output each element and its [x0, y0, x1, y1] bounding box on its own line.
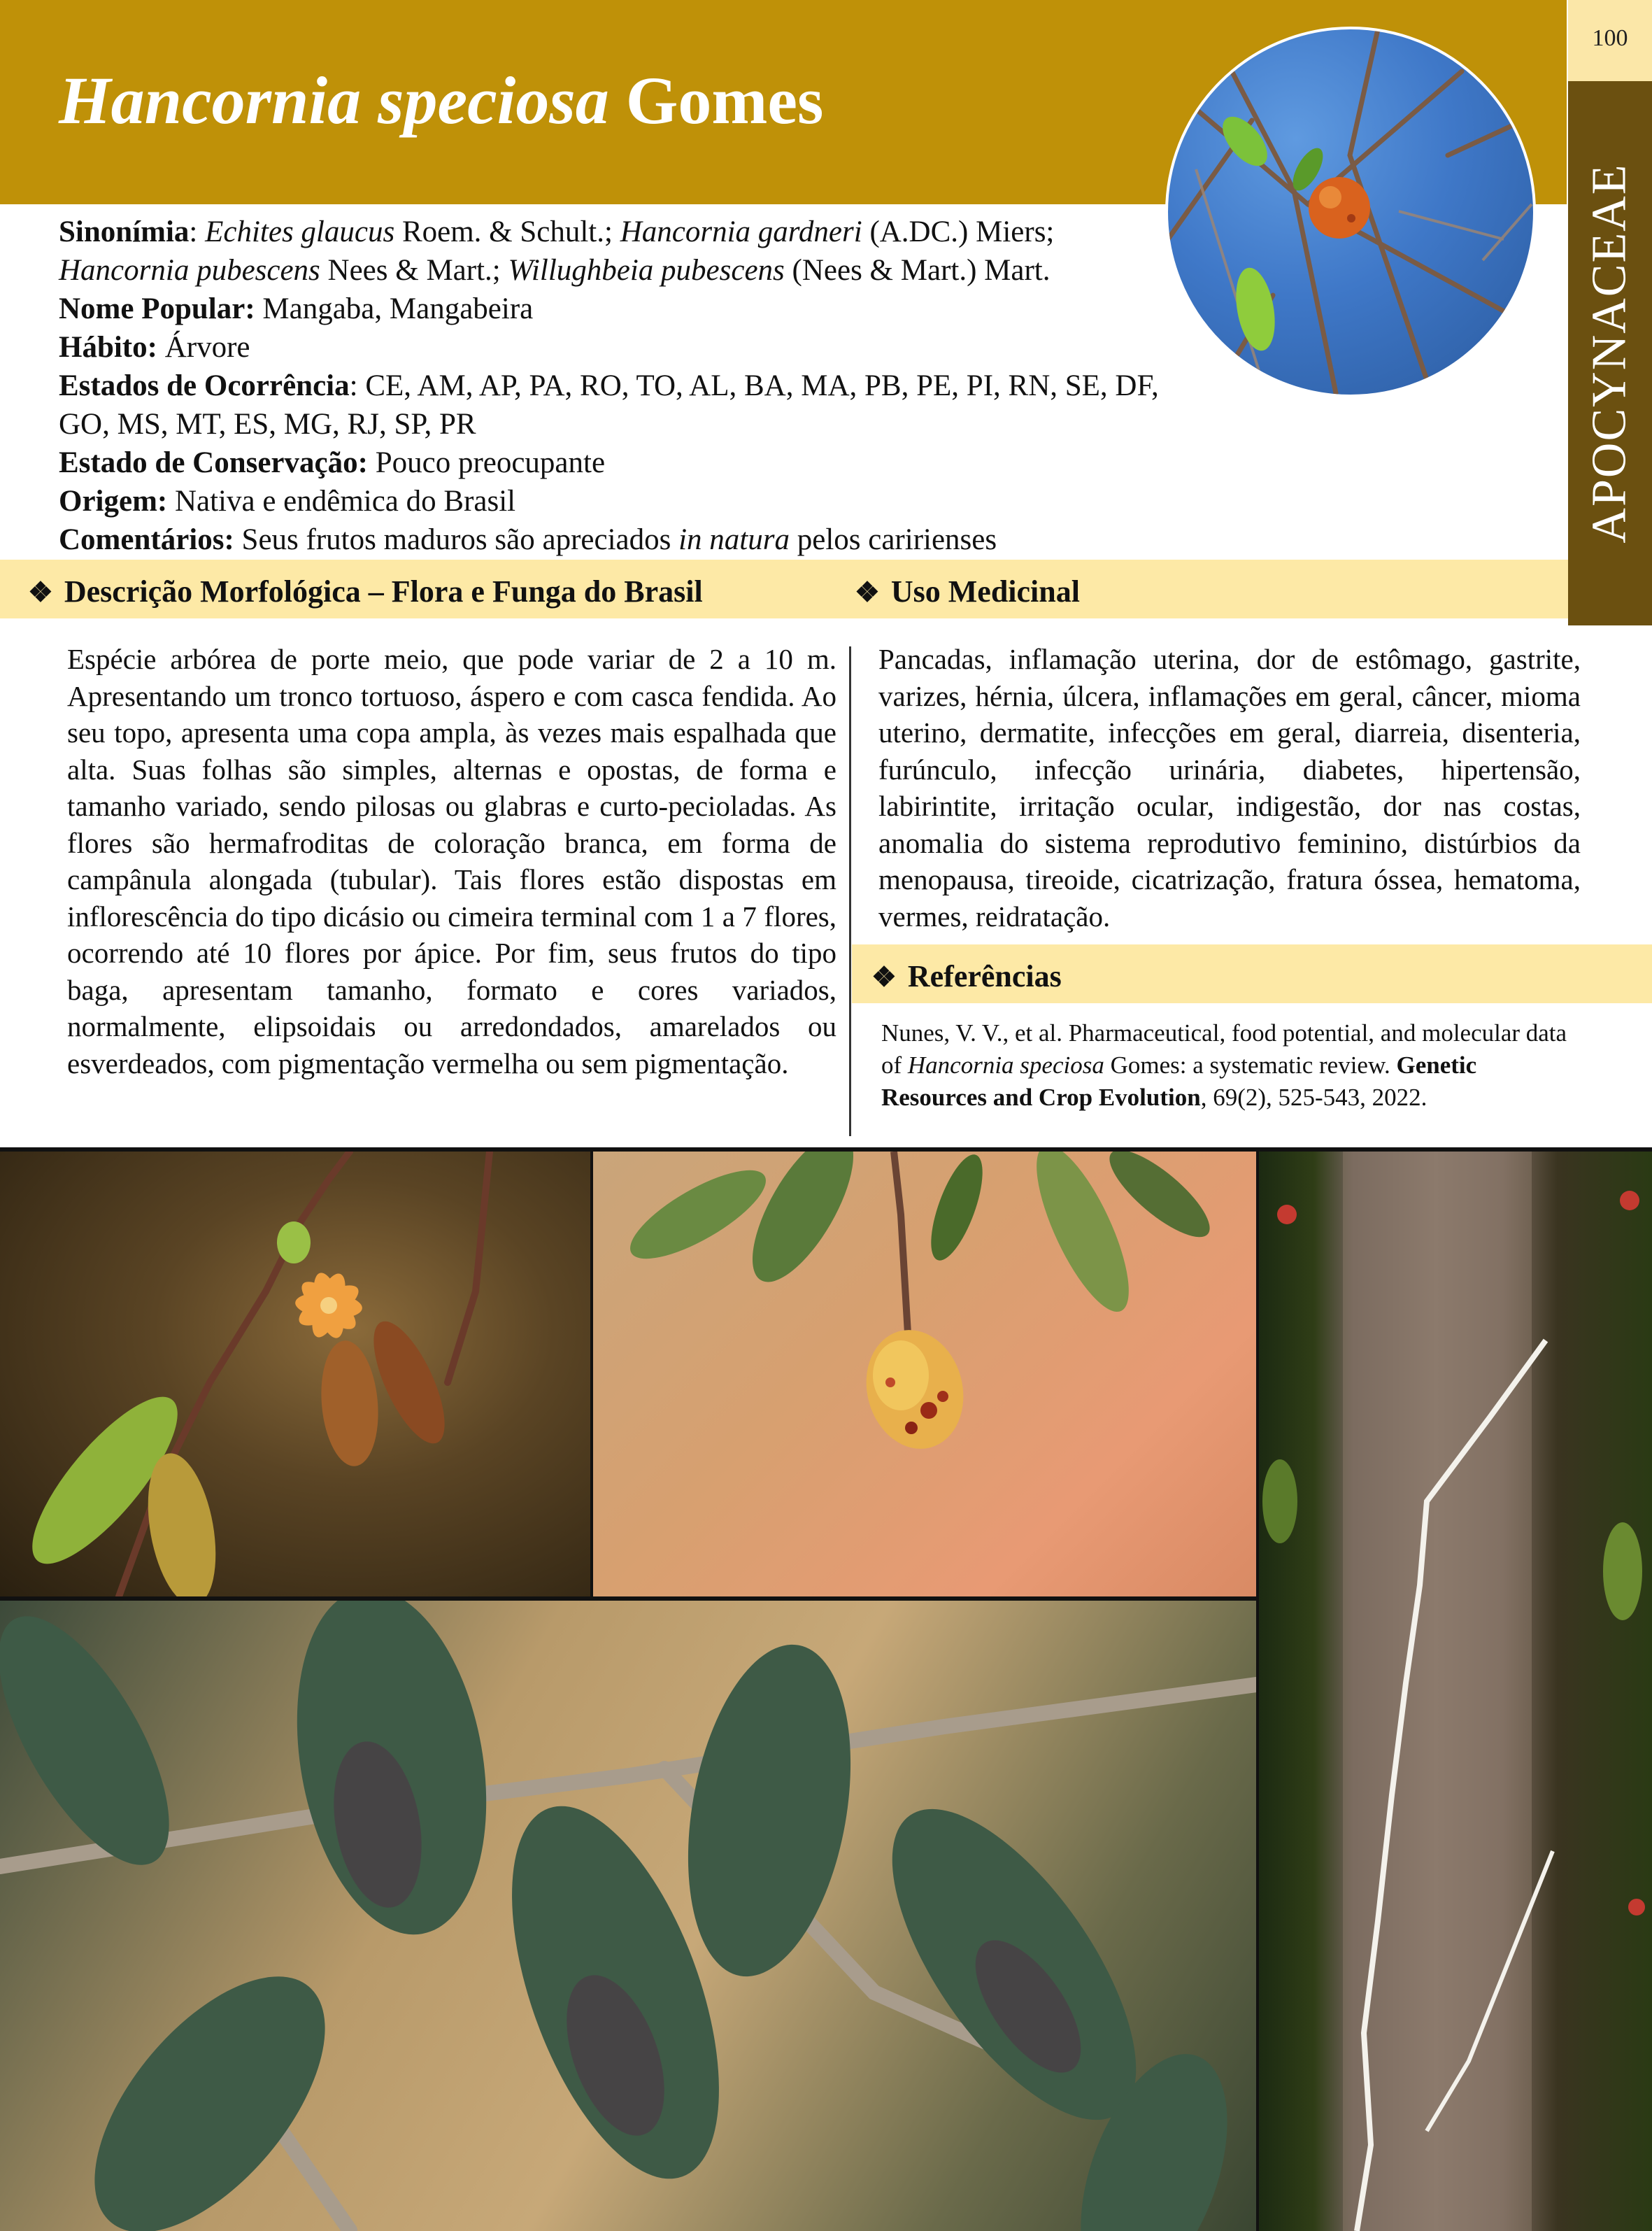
- hanging-fruit-photo: [593, 1152, 1256, 1596]
- ref-authors: Nunes, V. V., et al. Pharmaceutical, food potential, and molecular data of: [881, 1019, 1567, 1079]
- synonym-name: Echites glaucus: [205, 215, 395, 248]
- ref-details: , 69(2), 525-543, 2022.: [1200, 1084, 1427, 1111]
- morph-heading-text: Descrição Morfológica – Flora e Funga do Brasil: [64, 574, 703, 609]
- conservacao-label: Estado de Conservação:: [59, 446, 368, 479]
- flower-photo: [0, 1152, 590, 1596]
- conservacao-row: [59, 444, 1192, 482]
- ref-heading: [871, 958, 1062, 994]
- synonym-name: Hancornia gardneri: [620, 215, 862, 248]
- comentarios-label: Comentários:: [59, 523, 234, 556]
- species-info: [59, 213, 1192, 559]
- family-label: APOCYNACEAE: [1583, 163, 1637, 544]
- origem-value: Nativa e endêmica do Brasil: [174, 485, 516, 518]
- species-author: Gomes: [625, 63, 824, 138]
- hanging-fruit-illustration: [593, 1152, 1256, 1596]
- nome-popular-label: Nome Popular:: [59, 292, 255, 325]
- sinonimia-row: Sinonímia: Echites glaucus Roem. & Schult.; Hancornia gardneri (A.DC.) Miers; Hancornia pubescens Nees & Mart.; Willughbeia pubescens (Nees & Mart.) Mart.: [59, 215, 1055, 287]
- synonym-name: Willughbeia pubescens: [508, 254, 785, 287]
- fruit-branch-illustration: [1168, 29, 1536, 397]
- column-divider: [849, 646, 851, 1136]
- sinonimia-value: [59, 215, 1054, 287]
- comentarios-before: Seus frutos maduros são apreciados: [241, 523, 671, 556]
- family-label-wrap: [1568, 81, 1652, 625]
- synonym-author: Roem. & Schult.;: [394, 215, 620, 248]
- trunk-latex-illustration: [1259, 1152, 1652, 2231]
- synonym-name: Hancornia pubescens: [59, 254, 320, 287]
- habito-row: [59, 328, 1192, 367]
- reference-entry: [881, 1017, 1581, 1114]
- flower-illustration: [0, 1152, 590, 1596]
- uso-medicinal-text: Pancadas, inflamação uterina, dor de estômago, gastrite, varizes, hérnia, úlcera, inflamações em geral, câncer, mioma uterino, dermatite, infecções em geral, diarreia, disenteria, furúnculo, infecção urinária, diabetes, hipertensão, labirintite, irritação ocular, indigestão, dor nas costas, anomalia do sistema reprodutivo feminino, distúrbios da menopausa, tireoide, cicatrização, fratura óssea, hematoma, vermes, reidratação.: [878, 643, 1581, 933]
- morph-description: Espécie arbórea de porte meio, que pode variar de 2 a 10 m. Apresentando um tronco tortuoso, áspero e com casca fendida. Ao seu topo, apresenta uma copa ampla, às vezes mais espalhada que alta. Suas folhas são simples, alternas e opostas, de forma e tamanho variado, sendo pilosas ou glabras e curto-pecioladas. As flores são hermafroditas de coloração branca, em forma de campânula alongada (tubular). Tais flores estão dispostas em inflorescência do tipo dicásio ou cimeira terminal com 1 a 7 flores, ocorrendo até 10 flores por ápice. Por fim, seus frutos do tipo baga, apresentam tamanho, formato e cores variados, normalmente, elipsoidais ou arredondados, amarelados ou esverdeados, com pigmentação vermelha ou sem pigmentação.: [67, 643, 836, 1079]
- synonym-author: Nees & Mart.;: [320, 254, 508, 287]
- fruit-branch-photo: [1165, 27, 1536, 397]
- diamond-bullet-icon: ❖: [28, 576, 53, 608]
- comentarios-after: pelos caririenses: [797, 523, 997, 556]
- uso-heading: [855, 574, 1080, 609]
- diamond-bullet-icon: ❖: [871, 961, 897, 993]
- estados-row: Estados de Ocorrência: CE, AM, AP, PA, RO, TO, AL, BA, MA, PB, PE, PI, RN, SE, DF, GO, MS, MT, ES, MG, RJ, SP, PR: [59, 369, 1159, 441]
- conservacao-value: Pouco preocupante: [375, 446, 606, 479]
- habito-label: Hábito:: [59, 331, 157, 364]
- nome-popular-value: Mangaba, Mangabeira: [262, 292, 534, 325]
- sinonimia-label: Sinonímia: [59, 215, 190, 248]
- page-number: 100: [1592, 25, 1628, 51]
- comentarios-italic: in natura: [678, 523, 790, 556]
- habito-value: Árvore: [164, 331, 250, 364]
- leaves-illustration: [0, 1601, 1256, 2231]
- synonym-author: (Nees & Mart.) Mart.: [784, 254, 1051, 287]
- nome-popular-row: [59, 290, 1192, 328]
- ref-journal: Genetic Resources and Crop Evolution: [881, 1051, 1477, 1111]
- ref-after-species: Gomes: a systematic review.: [1110, 1051, 1390, 1079]
- species-name: Hancornia speciosa: [59, 63, 609, 138]
- synonym-author: (A.DC.) Miers;: [862, 215, 1055, 248]
- page-title: [59, 62, 823, 139]
- leaves-photo: [0, 1601, 1256, 2231]
- uso-heading-text: Uso Medicinal: [890, 574, 1080, 609]
- ref-heading-text: Referências: [907, 959, 1062, 993]
- estados-value: CE, AM, AP, PA, RO, TO, AL, BA, MA, PB, PE, PI, RN, SE, DF, GO, MS, MT, ES, MG, RJ, SP, PR: [59, 369, 1159, 441]
- diamond-bullet-icon: ❖: [855, 576, 880, 608]
- trunk-latex-photo: [1259, 1152, 1652, 2231]
- estados-label: Estados de Ocorrência: [59, 369, 350, 402]
- origem-label: Origem:: [59, 485, 168, 518]
- ref-species: Hancornia speciosa: [907, 1051, 1104, 1079]
- morph-heading: [28, 574, 703, 609]
- comentarios-row: [59, 520, 1192, 559]
- origem-row: [59, 482, 1192, 520]
